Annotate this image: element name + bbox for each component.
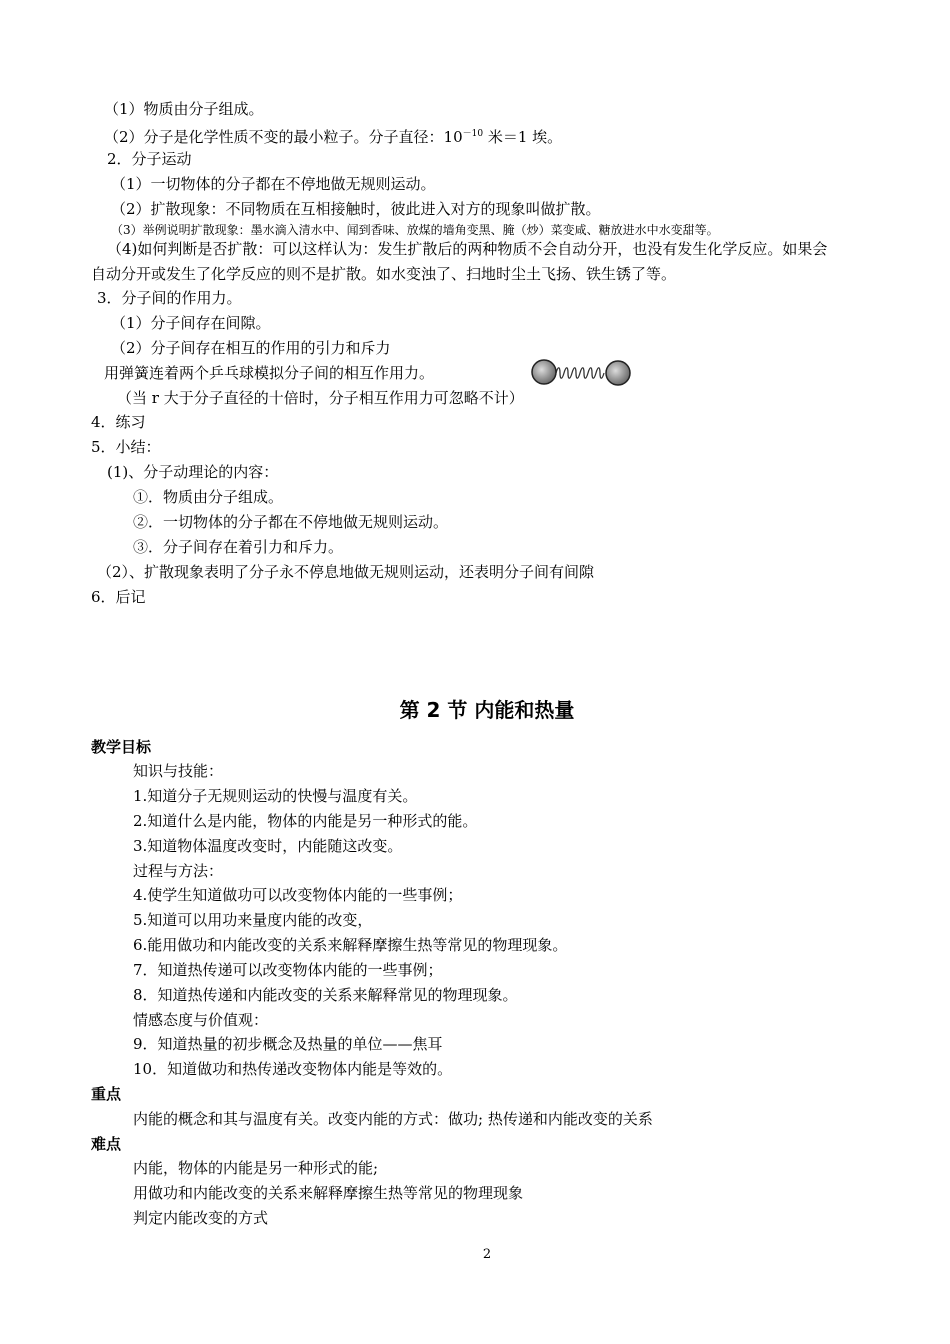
text-line: 7．知道热传递可以改变物体内能的一些事例； — [133, 961, 443, 979]
text-line: 内能，物体的内能是另一种形式的能; — [133, 1159, 379, 1177]
spring-icon — [556, 368, 604, 379]
text-line: ③．分子间存在着引力和斥力。 — [133, 538, 344, 556]
ball-right — [606, 361, 630, 385]
text-line: 4．练习 — [91, 413, 146, 431]
heading-difficulties: 难点 — [91, 1135, 122, 1153]
text-line: 5.知道可以用功来量度内能的改变， — [133, 911, 373, 929]
text-line: 自动分开或发生了化学反应的则不是扩散。如水变浊了、扫地时尘土飞扬、铁生锈了等。 — [91, 265, 677, 283]
text-line: (1)、分子动理论的内容： — [107, 463, 279, 481]
text-line: 过程与方法： — [133, 862, 224, 880]
text-line: 9．知道热量的初步概念及热量的单位——焦耳 — [133, 1035, 443, 1053]
text-line: 2.知道什么是内能，物体的内能是另一种形式的能。 — [133, 812, 478, 830]
text-line: 8．知道热传递和内能改变的关系来解释常见的物理现象。 — [133, 986, 518, 1004]
text-line: （3）举例说明扩散现象：墨水滴入清水中、闻到香味、放煤的墙角变黑、腌（炒）菜变咸、糖放进水中水变甜等。 — [111, 223, 719, 237]
text-line: （1）物质由分子组成。 — [104, 100, 264, 118]
text-line: （1）分子间存在间隙。 — [111, 314, 271, 332]
text-line: 1.知道分子无规则运动的快慢与温度有关。 — [133, 787, 418, 805]
text-line: 3．分子间的作用力。 — [97, 289, 242, 307]
section-title: 第 2 节 内能和热量 — [399, 698, 575, 722]
text-line: 内能的概念和其与温度有关。改变内能的方式：做功; 热传递和内能改变的关系 — [133, 1110, 653, 1128]
text-line: 情感态度与价值观： — [133, 1011, 269, 1029]
superscript: －10 — [462, 129, 484, 139]
text-line: 知识与技能： — [133, 762, 224, 780]
text-line: （2）、扩散现象表明了分子永不停息地做无规则运动，还表明分子间有间隙 — [97, 563, 595, 581]
text-line: 用做功和内能改变的关系来解释摩擦生热等常见的物理现象 — [133, 1184, 524, 1202]
ball-left — [532, 360, 556, 384]
heading-goals: 教学目标 — [91, 738, 152, 756]
page-number: 2 — [482, 1247, 492, 1262]
text-line: 3.知道物体温度改变时，内能随这改变。 — [133, 837, 403, 855]
text-line: （2）分子间存在相互的作用的引力和斥力 — [111, 339, 391, 357]
text-line: 6.能用做功和内能改变的关系来解释摩擦生热等常见的物理现象。 — [133, 936, 568, 954]
text-line: （当 r 大于分子直径的十倍时，分子相互作用力可忽略不计） — [117, 389, 524, 407]
text-line: 5．小结： — [91, 438, 161, 456]
text-line: ①．物质由分子组成。 — [133, 488, 284, 506]
text-line: （2）扩散现象：不同物质在互相接触时，彼此进入对方的现象叫做扩散。 — [111, 200, 601, 218]
spring-balls-illustration — [530, 357, 634, 389]
text-line: 用弹簧连着两个乒乓球模拟分子间的相互作用力。 — [104, 364, 435, 382]
text-line: 2．分子运动 — [107, 150, 192, 168]
text-segment: 米＝1 埃。 — [483, 128, 563, 146]
text-line: ②．一切物体的分子都在不停地做无规则运动。 — [133, 513, 449, 531]
text-line: 10．知道做功和热传递改变物体内能是等效的。 — [133, 1060, 453, 1078]
text-line: 4.使学生知道做功可以改变物体内能的一些事例； — [133, 886, 463, 904]
text-line: （1）一切物体的分子都在不停地做无规则运动。 — [111, 175, 436, 193]
heading-key-points: 重点 — [91, 1085, 122, 1103]
text-line — [104, 124, 562, 147]
text-line: 判定内能改变的方式 — [133, 1209, 269, 1227]
text-line: （4)如何判断是否扩散：可以这样认为：发生扩散后的两种物质不会自动分开，也没有发生化学反应。如果会 — [107, 240, 828, 258]
text-segment: （2）分子是化学性质不变的最小粒子。分子直径：10 — [104, 128, 463, 146]
text-line: 6．后记 — [91, 588, 146, 606]
